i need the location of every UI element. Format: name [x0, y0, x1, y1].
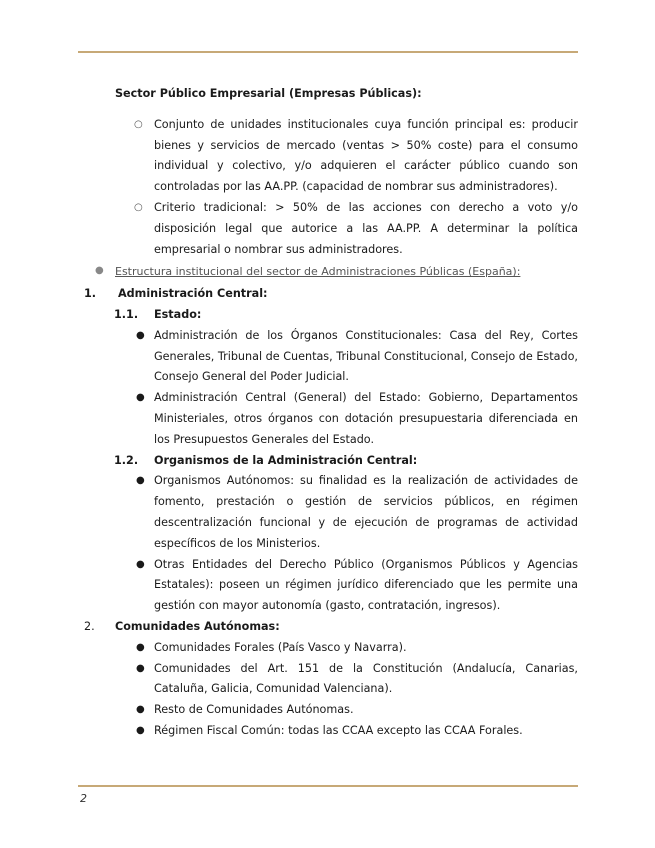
- document-body: [80, 84, 578, 742]
- header-rule: [78, 51, 578, 53]
- sector-publico-heading: Sector Público Empresarial (Empresas Públicas):: [115, 87, 422, 100]
- ccaa-list-item: ● Comunidades del Art. 151 de la Constitución (Andalucía, Canarias, Cataluña, Galicia, Comunidad Valenciana).: [154, 659, 578, 701]
- footer-rule: [78, 785, 578, 787]
- ccaa-list-item: ● Resto de Comunidades Autónomas.: [154, 700, 578, 721]
- page-number: 2: [80, 792, 87, 805]
- section-number: 1.: [84, 287, 97, 301]
- section-number: 2.: [84, 619, 95, 633]
- estado-list-item: ● Administración Central (General) del Estado: Gobierno, Departamentos Ministeriales, otros órganos con dotación presupuestaria diferenciada en los Presupuestos Generales del Estado.: [154, 388, 578, 450]
- bullet-icon: ●: [136, 641, 145, 653]
- bullet-icon: ●: [136, 662, 145, 674]
- organismos-list-item: ● Organismos Autónomos: su finalidad es la realización de actividades de fomento, prestación o gestión de servicios públicos, en régimen descentralización funcional y de ejecución de programas de actividad específicos de los Ministerios.: [154, 471, 578, 554]
- bullet-icon: ●: [136, 329, 145, 341]
- ccaa-list-item: ● Comunidades Forales (País Vasco y Navarra).: [154, 638, 578, 659]
- estado-heading: 1.1. Estado:: [80, 305, 578, 326]
- estructura-item: [95, 262, 578, 283]
- sector-list-item: ○ Conjunto de unidades institucionales cuya función principal es: producir bienes y servicios de mercado (ventas > 50% coste) para el consumo individual y colectivo, y/o adquieren el carácter público cuando son controladas por las AA.PP. (capacidad de nombrar sus administradores).: [154, 115, 578, 198]
- ccaa-list-item: ● Régimen Fiscal Común: todas las CCAA excepto las CCAA Forales.: [154, 721, 578, 742]
- ccaa-heading: 2. Comunidades Autónomas:: [80, 617, 578, 638]
- bullet-icon: ●: [136, 475, 145, 487]
- dot-bullet-icon: ●: [95, 265, 104, 277]
- organismos-list-item: ● Otras Entidades del Derecho Público (Organismos Públicos y Agencias Estatales): poseen un régimen jurídico diferenciado que les permite una gestión con mayor autonomía (gasto, contratación, ingresos).: [154, 555, 578, 617]
- estructura-link[interactable]: Estructura institucional del sector de Administraciones Públicas (España):: [115, 265, 521, 279]
- organismos-heading: 1.2. Organismos de la Administración Central:: [80, 451, 578, 472]
- bullet-icon: ●: [136, 392, 145, 404]
- admin-central-heading: 1. Administración Central:: [80, 284, 578, 305]
- bullet-icon: ●: [136, 724, 145, 736]
- circle-bullet-icon: ○: [134, 118, 143, 130]
- subsection-number: 1.2.: [114, 453, 139, 467]
- sector-list-item: ○ Criterio tradicional: > 50% de las acciones con derecho a voto y/o disposición legal que autorice a las AA.PP. A determinar la política empresarial o nombrar sus administradores.: [154, 198, 578, 260]
- circle-bullet-icon: ○: [134, 201, 143, 213]
- bullet-icon: ●: [136, 704, 145, 716]
- estado-list-item: ● Administración de los Órganos Constitucionales: Casa del Rey, Cortes Generales, Tribunal de Cuentas, Tribunal Constitucional, Consejo de Estado, Consejo General del Poder Judicial.: [154, 326, 578, 388]
- bullet-icon: ●: [136, 558, 145, 570]
- subsection-number: 1.1.: [114, 307, 139, 321]
- sector-list: [80, 115, 578, 261]
